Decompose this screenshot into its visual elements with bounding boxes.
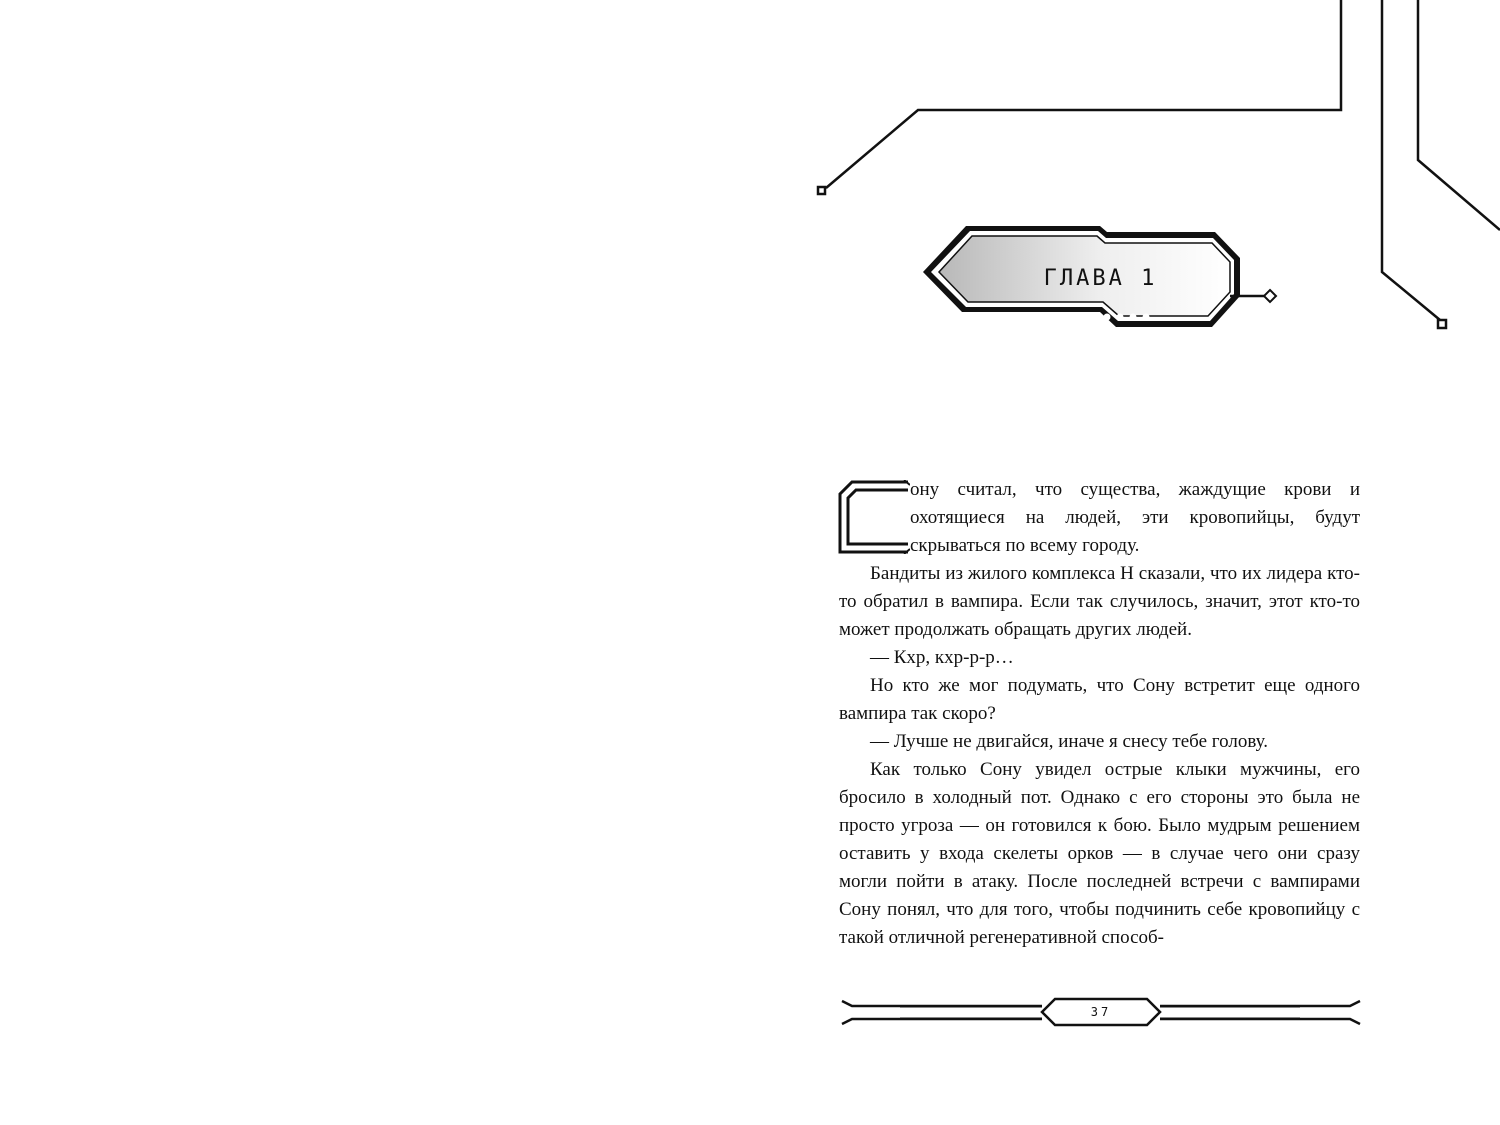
chapter-title: ГЛАВА 1	[1043, 266, 1158, 291]
paragraph: ону считал, что существа, жаждущие крови и охотящиеся на людей, эти кровопийцы, будут скрываться по всему городу.	[910, 479, 1360, 556]
badge-dot	[1117, 314, 1124, 321]
badge-dot	[1143, 314, 1150, 321]
paragraph: Как только Сону увидел острые клыки мужчины, его бросило в холодный пот. Однако с его стороны это была не просто угроза — он готовился к бою. Было мудрым решением оставить у входа скелеты орков — в случае чего они сразу могли пойти в атаку. После последней встречи с вампирами Сону понял, что для того, чтобы подчинить себе кровопийцу с такой отличной регенеративной способ-	[839, 759, 1360, 948]
circuit-line-left	[818, 0, 1341, 194]
paragraph: — Кхр, кхр-р-р…	[870, 647, 1014, 668]
chapter-body	[839, 476, 1360, 952]
badge-dot	[1104, 314, 1111, 321]
circuit-lines-right	[1382, 0, 1500, 328]
paragraph: Бандиты из жилого комплекса Н сказали, что их лидера кто-то обратил в вампира. Если так случилось, значит, этот кто-то может продолжать обращать других людей.	[839, 563, 1360, 640]
paragraph: Но кто же мог подумать, что Сону встретит еще одного вампира так скоро?	[839, 675, 1360, 724]
paragraph: — Лучше не двигайся, иначе я снесу тебе голову.	[870, 731, 1268, 752]
badge-dot	[1130, 314, 1137, 321]
diamond-node	[1264, 290, 1276, 302]
page-number: 37	[1090, 1005, 1112, 1019]
